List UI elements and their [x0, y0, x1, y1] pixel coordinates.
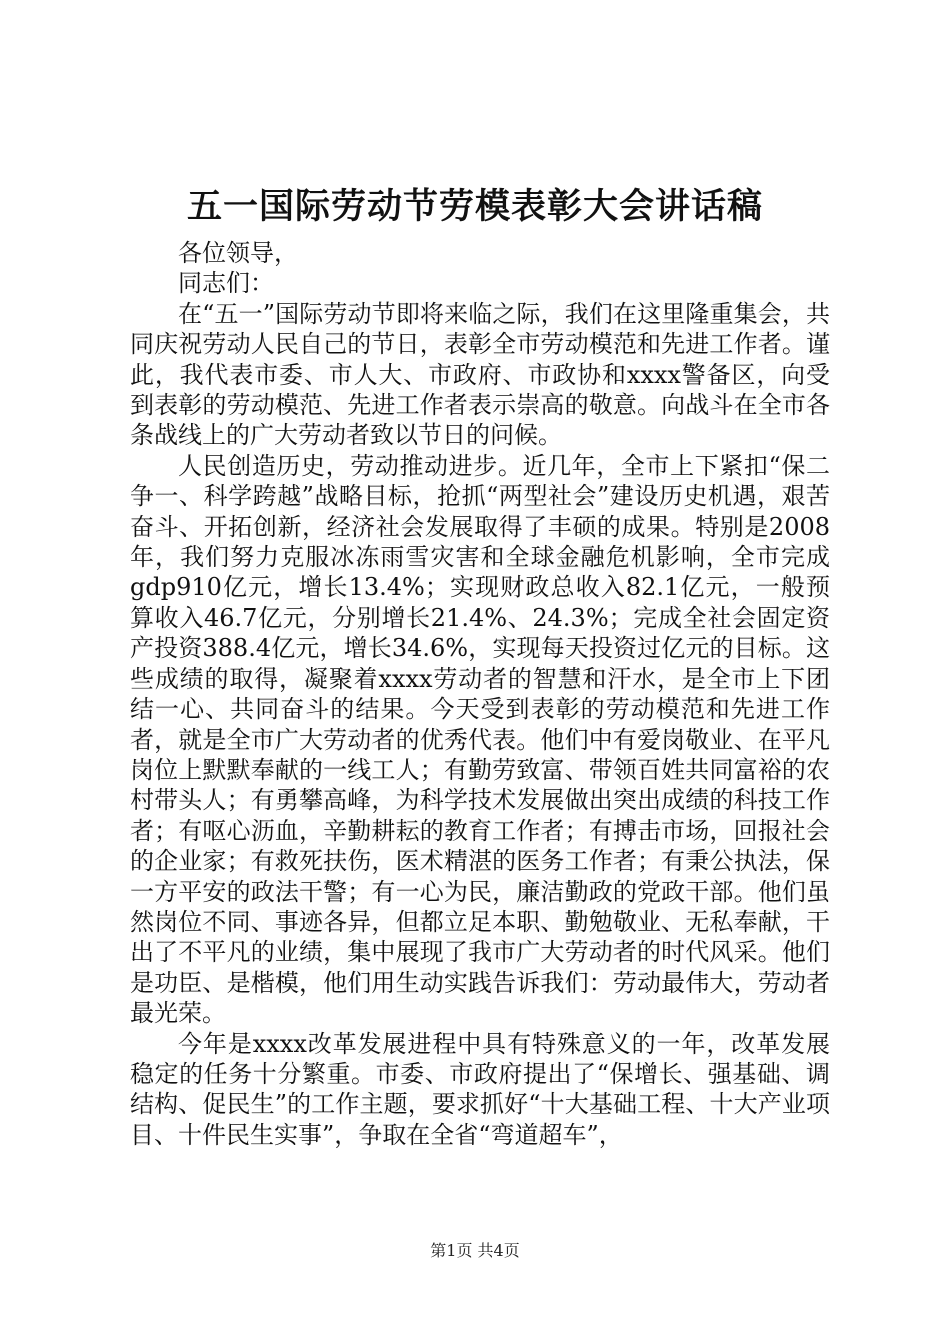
document-body: [130, 238, 830, 1150]
paragraph-opening: 在“五一”国际劳动节即将来临之际，我们在这里隆重集会，共同庆祝劳动人民自己的节日，表彰全市劳动模范和先进工作者。谨此，我代表市委、市人大、市政府、市政协和xxxx警备区，向受到表彰的劳动模范、先进工作者表示崇高的敬意。向战斗在全市各条战线上的广大劳动者致以节日的问候。: [130, 299, 830, 450]
page-footer: 第1页 共4页: [430, 1241, 520, 1260]
paragraph-this-year: 今年是xxxx改革发展进程中具有特殊意义的一年，改革发展稳定的任务十分繁重。市委、市政府提出了“保增长、强基础、调结构、促民生”的工作主题，要求抓好“十大基础工程、十大产业项目、十件民生实事”，争取在全省“弯道超车”，: [130, 1029, 830, 1149]
document-title: 五一国际劳动节劳模表彰大会讲话稿: [186, 186, 763, 227]
salutation-comrades: 同志们：: [178, 269, 274, 298]
paragraph-achievements: 人民创造历史，劳动推动进步。近几年，全市上下紧扣“保二争一、科学跨越”战略目标，抢抓“两型社会”建设历史机遇，艰苦奋斗、开拓创新，经济社会发展取得了丰硕的成果。特别是2008年，我们努力克服冰冻雨雪灾害和全球金融危机影响，全市完成gdp910亿元，增长13.4%；实现财政总收入82.1亿元，一般预算收入46.7亿元，分别增长21.4%、24.3%；完成全社会固定资产投资388.4亿元，增长34.6%，实现每天投资过亿元的目标。这些成绩的取得，凝聚着xxxx劳动者的智慧和汗水，是全市上下团结一心、共同奋斗的结果。今天受到表彰的劳动模范和先进工作者，就是全市广大劳动者的优秀代表。他们中有爱岗敬业、在平凡岗位上默默奉献的一线工人；有勤劳致富、带领百姓共同富裕的农村带头人；有勇攀高峰，为科学技术发展做出突出成绩的科技工作者；有呕心沥血，辛勤耕耘的教育工作者；有搏击市场，回报社会的企业家；有救死扶伤，医术精湛的医务工作者；有秉公执法，保一方平安的政法干警；有一心为民，廉洁勤政的党政干部。他们虽然岗位不同、事迹各异，但都立足本职、勤勉敬业、无私奉献，干出了不平凡的业绩，集中展现了我市广大劳动者的时代风采。他们是功臣、是楷模，他们用生动实践告诉我们：劳动最伟大，劳动者最光荣。: [130, 451, 830, 1028]
salutation-leaders: 各位领导，: [178, 239, 298, 267]
